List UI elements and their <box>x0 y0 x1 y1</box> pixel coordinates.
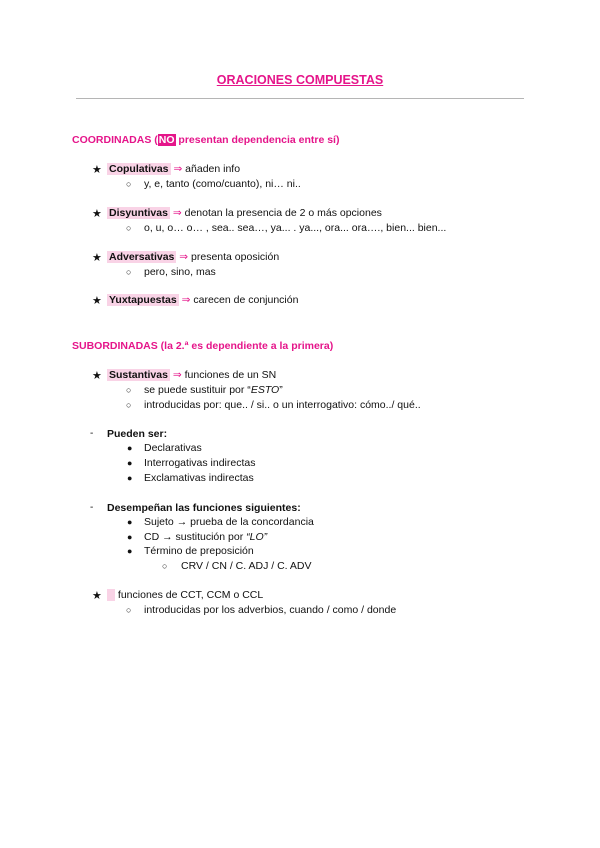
coordinadas-heading-pre: COORDINADAS ( <box>72 134 158 146</box>
sub-sustantivas-1-em: ESTO <box>250 384 280 396</box>
dash-bullet: - <box>90 428 94 439</box>
circle-bullet: ○ <box>126 179 132 189</box>
desc-copulativas: añaden info <box>185 163 241 175</box>
desc-disyuntivas: denotan la presencia de 2 o más opciones <box>184 207 382 219</box>
sub-copulativas: y, e, tanto (como/cuanto), ni… ni.. <box>144 178 301 190</box>
pueden-ser-label: Pueden ser: <box>107 428 168 440</box>
sub-sustantivas-1 <box>144 384 283 397</box>
subordinadas-heading: SUBORDINADAS (la 2.ª es dependiente a la primera) <box>72 340 334 352</box>
list-item-sustantivas <box>107 369 276 382</box>
pueden-item-1: Declarativas <box>144 442 202 454</box>
list-item-yuxtapuestas <box>107 294 298 307</box>
dot-bullet: ● <box>127 443 133 453</box>
star-bullet: ★ <box>92 208 102 220</box>
no-highlight: NO <box>158 134 175 146</box>
sub-adverbiales: introducidas por los adverbios, cuando / como / donde <box>144 604 397 616</box>
dot-bullet: ● <box>127 546 133 556</box>
implies-arrow-icon: ⇒ <box>173 163 183 175</box>
desempenan-item-2-em: “LO” <box>246 531 268 543</box>
coordinadas-heading <box>72 134 339 146</box>
implies-arrow-icon: ⇒ <box>172 369 182 381</box>
coordinadas-heading-post: presentan dependencia entre sí) <box>175 134 340 146</box>
list-item-adversativas <box>107 251 279 264</box>
sub-sustantivas-2: introducidas por: que.. / si.. o un interrogativo: cómo../ qué.. <box>144 399 421 411</box>
term-yuxtapuestas: Yuxtapuestas <box>109 294 177 306</box>
list-item-adverbiales <box>107 589 263 602</box>
star-bullet: ★ <box>92 164 102 176</box>
document-title: ORACIONES COMPUESTAS <box>216 73 384 87</box>
title-divider <box>76 98 524 99</box>
star-bullet: ★ <box>92 295 102 307</box>
circle-bullet: ○ <box>126 400 132 410</box>
desempenan-item-1: Sujeto → prueba de la concordancia <box>144 516 314 528</box>
dot-bullet: ● <box>127 517 133 527</box>
desc-adverbiales: funciones de CCT, CCM o CCL <box>117 589 264 601</box>
circle-bullet: ○ <box>126 267 132 277</box>
term-sustantivas: Sustantivas <box>109 369 168 381</box>
desempenan-label: Desempeñan las funciones siguientes: <box>107 502 301 514</box>
dot-bullet: ● <box>127 532 133 542</box>
list-item-copulativas <box>107 163 240 176</box>
implies-arrow-icon: ⇒ <box>172 207 182 219</box>
circle-bullet: ○ <box>162 561 168 571</box>
star-bullet: ★ <box>92 252 102 264</box>
star-bullet: ★ <box>92 370 102 382</box>
desc-yuxtapuestas: carecen de conjunción <box>193 294 299 306</box>
sub-sustantivas-1-pre: se puede sustituir por “ <box>144 384 251 396</box>
term-disyuntivas: Disyuntivas <box>109 207 168 219</box>
dot-bullet: ● <box>127 458 133 468</box>
desempenan-item-2 <box>144 531 267 544</box>
implies-arrow-icon: ⇒ <box>179 251 189 263</box>
sub-sustantivas-1-post: ” <box>279 384 283 396</box>
sub-disyuntivas: o, u, o… o… , sea.. sea…, ya... . ya..., ora... ora…., bien... bien... <box>144 222 447 234</box>
desempenan-item-3-sub: CRV / CN / C. ADJ / C. ADV <box>181 560 312 572</box>
desempenan-item-2-pre: CD → sustitución por <box>144 531 247 543</box>
circle-bullet: ○ <box>126 385 132 395</box>
dot-bullet: ● <box>127 473 133 483</box>
circle-bullet: ○ <box>126 605 132 615</box>
term-copulativas: Copulativas <box>109 163 169 175</box>
term-adversativas: Adversativas <box>109 251 175 263</box>
desempenan-item-3: Término de preposición <box>144 545 254 557</box>
pueden-item-3: Exclamativas indirectas <box>144 472 254 484</box>
pueden-item-2: Interrogativas indirectas <box>144 457 256 469</box>
desc-adversativas: presenta oposición <box>191 251 280 263</box>
star-bullet: ★ <box>92 590 102 602</box>
implies-arrow-icon: ⇒ <box>181 294 191 306</box>
sub-adversativas: pero, sino, mas <box>144 266 216 278</box>
list-item-disyuntivas <box>107 207 382 220</box>
desc-sustantivas: funciones de un SN <box>184 369 277 381</box>
highlight-marker <box>107 589 115 601</box>
circle-bullet: ○ <box>126 223 132 233</box>
dash-bullet: - <box>90 502 94 513</box>
